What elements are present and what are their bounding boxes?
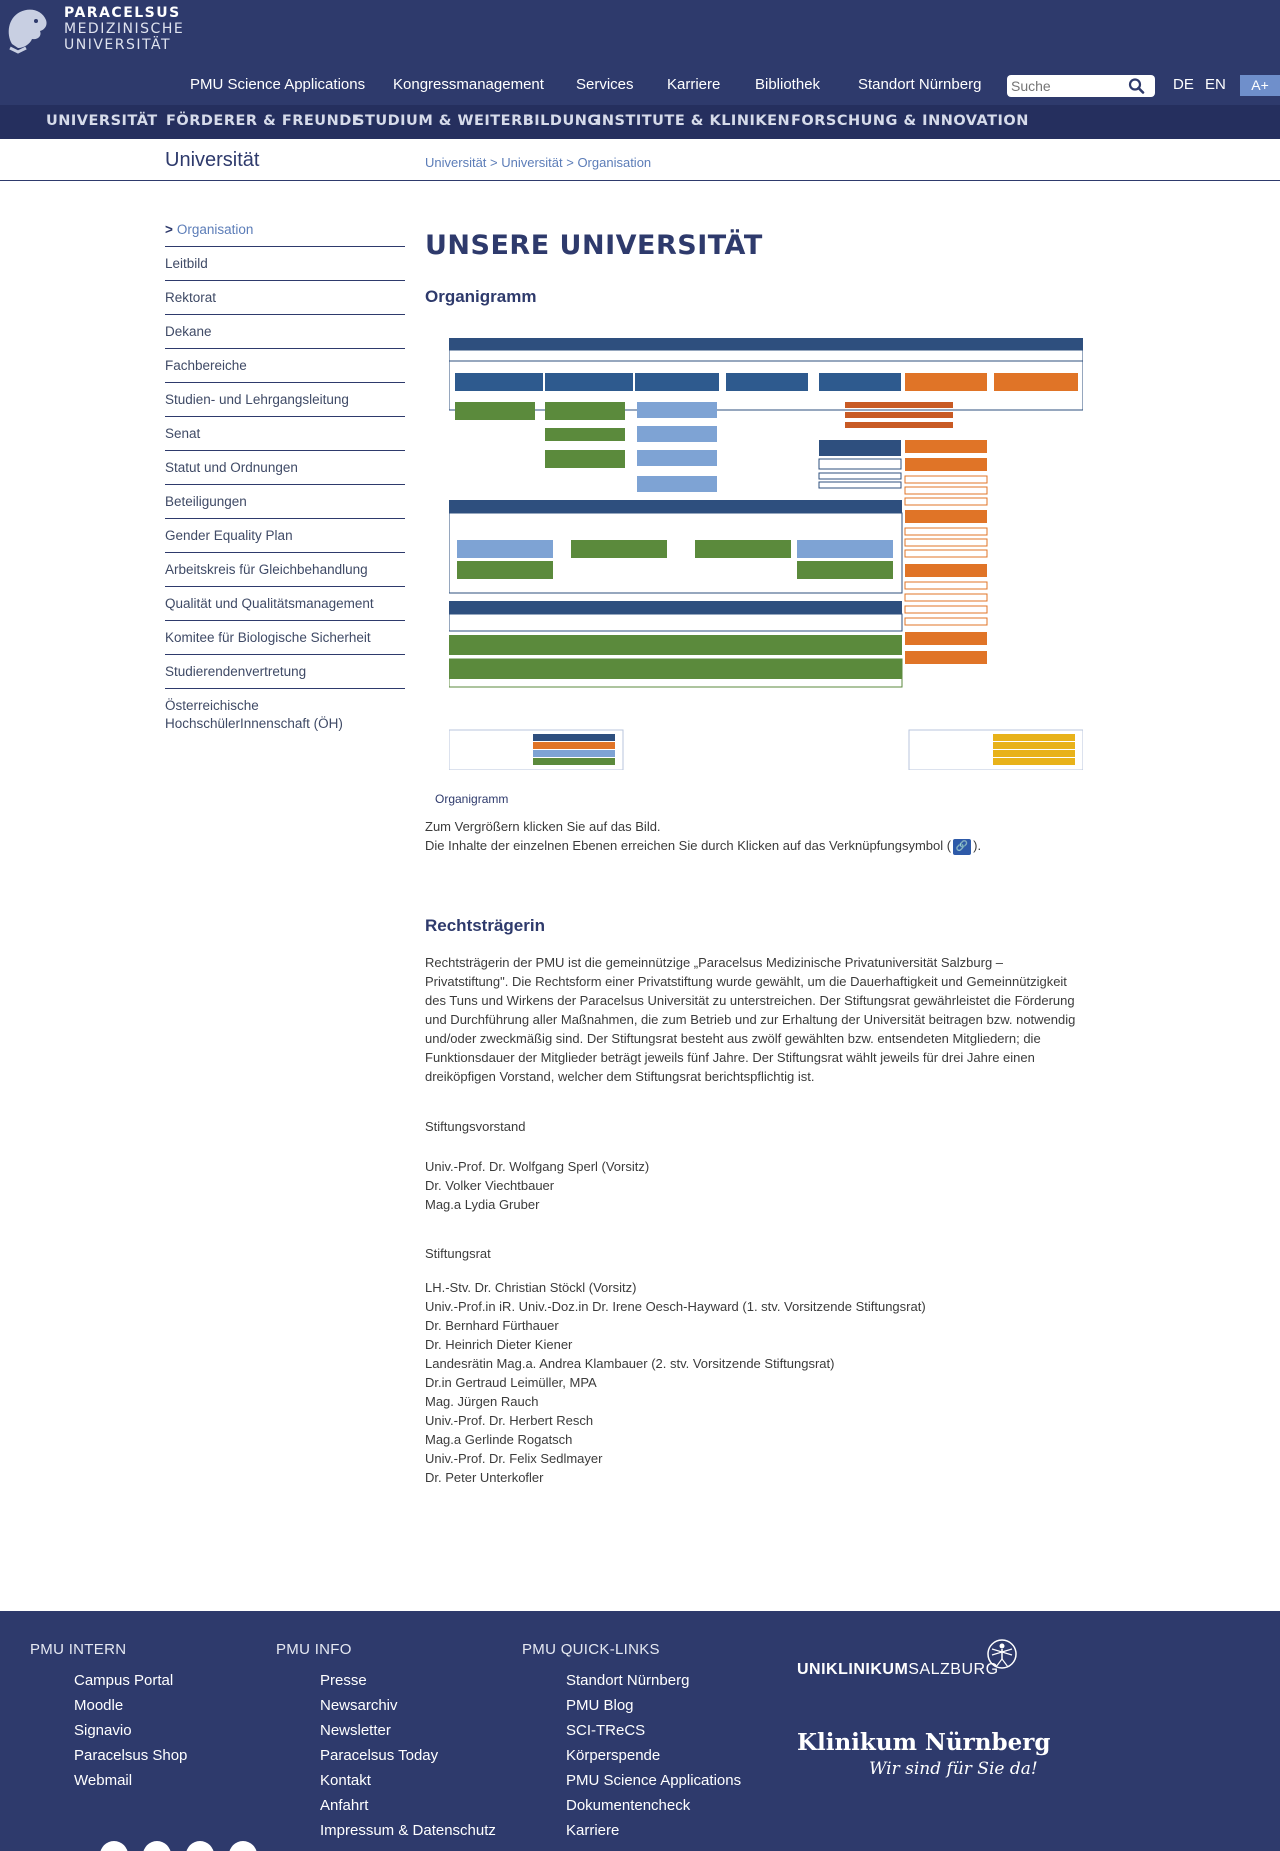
top-link-bibliothek[interactable]: Bibliothek xyxy=(755,76,821,93)
klinikum-nuernberg-name: Klinikum Nürnberg xyxy=(797,1729,1051,1756)
click-hint-line-2: Die Inhalte der einzelnen Ebenen erreichen Sie durch Klicken auf das Verknüpfungsymbol ( 🔗 ). xyxy=(425,838,982,853)
main-nav-universitaet[interactable]: UNIVERSITÄT xyxy=(46,113,158,129)
footer-link-presse[interactable]: Presse xyxy=(320,1672,367,1689)
list-item: Mag.a Lydia Gruber xyxy=(425,1197,540,1212)
page-title: UNSERE UNIVERSITÄT xyxy=(425,230,763,261)
list-item: Mag. Jürgen Rauch xyxy=(425,1394,539,1409)
breadcrumb[interactable]: Universität > Universität > Organisation xyxy=(425,155,652,170)
footer-heading: PMU QUICK-LINKS xyxy=(522,1641,660,1658)
uniklinikum-salzburg-logo[interactable] xyxy=(797,1637,1022,1687)
footer-link-signavio[interactable]: Signavio xyxy=(74,1722,132,1739)
footer-link-campus-portal[interactable]: Campus Portal xyxy=(74,1672,174,1689)
sidebar-item-qualitaet[interactable]: Qualität und Qualitätsmanagement xyxy=(165,587,405,621)
footer-link-webmail[interactable]: Webmail xyxy=(74,1772,133,1789)
footer-link-anfahrt[interactable]: Anfahrt xyxy=(320,1797,369,1814)
rechtstraegerin-text: Rechtsträgerin der PMU ist die gemeinnützige „Paracelsus Medizinische Privatuniversität Salzburg – Privatstiftung". Die Rechtsform einer Privatstiftung wurde gewählt, um die Dauerhaftigkeit und Gemeinnützigkeit des Tuns und Wirkens der Paracelsus Universität zu unterstreichen. Der Stiftungsrat gewährleistet die Förderung und Durchführung aller Maßnahmen, die zum Betrieb und zur Erhaltung der Universität beitragen bzw. notwendig und/oder zweckmäßig sind. Der Stiftungsrat besteht aus zwölf gewählten bzw. entsendeten Mitgliedern; die Funktionsdauer der Mitglieder beträgt jeweils fünf Jahre. Der Stiftungsrat wählt jeweils für drei Jahre einen dreiköpfigen Vorstand, welcher dem Stiftungsrat berichtspflichtig ist. xyxy=(425,955,1076,1084)
sidebar-nav xyxy=(165,213,405,740)
top-link-karriere[interactable]: Karriere xyxy=(667,76,721,93)
sidebar-item-arbeitskreis[interactable]: Arbeitskreis für Gleichbehandlung xyxy=(165,553,405,587)
stiftungsvorstand-label: Stiftungsvorstand xyxy=(425,1119,526,1134)
organigram-caption: Organigramm xyxy=(435,792,509,806)
main-navigation xyxy=(0,105,1280,139)
uniklinikum-wordmark: UNIKLINIKUMSALZBURG xyxy=(797,1661,999,1678)
linkedin-icon[interactable] xyxy=(229,1841,257,1851)
facebook-icon[interactable] xyxy=(100,1841,128,1851)
logo-line-1: PARACELSUS xyxy=(64,5,181,21)
footer-heading: PMU INFO xyxy=(276,1641,352,1658)
section-title: Universität xyxy=(165,149,260,171)
top-link-standort-nuernberg[interactable]: Standort Nürnberg xyxy=(858,76,982,93)
logo-wordmark xyxy=(64,5,184,53)
language-de-link[interactable]: DE xyxy=(1173,76,1194,93)
footer-link-moodle[interactable]: Moodle xyxy=(74,1697,124,1714)
footer-col-quicklinks xyxy=(522,1641,741,1843)
footer-col-info xyxy=(276,1641,496,1843)
footer-link-newsarchiv[interactable]: Newsarchiv xyxy=(320,1697,398,1714)
sidebar-item-rektorat[interactable]: Rektorat xyxy=(165,281,405,315)
organigram-heading: Organigramm xyxy=(425,287,537,306)
sidebar-item-studierendenvertretung[interactable]: Studierendenvertretung xyxy=(165,655,405,689)
twitter-icon[interactable] xyxy=(143,1841,171,1851)
footer-link-dokumentencheck[interactable]: Dokumentencheck xyxy=(566,1797,691,1814)
search-input[interactable] xyxy=(1011,77,1129,95)
sidebar-item-leitbild[interactable]: Leitbild xyxy=(165,247,405,281)
list-item: Dr. Peter Unterkofler xyxy=(425,1470,544,1485)
list-item: LH.-Stv. Dr. Christian Stöckl (Vorsitz) xyxy=(425,1280,637,1295)
list-item: Dr. Heinrich Dieter Kiener xyxy=(425,1337,573,1352)
list-item: Dr. Bernhard Fürthauer xyxy=(425,1318,559,1333)
footer-link-newsletter[interactable]: Newsletter xyxy=(320,1722,391,1739)
top-link-services[interactable]: Services xyxy=(576,76,634,93)
footer-link-science-applications[interactable]: PMU Science Applications xyxy=(566,1772,742,1789)
link-icon: 🔗 xyxy=(953,839,971,855)
list-item: Univ.-Prof. Dr. Wolfgang Sperl (Vorsitz) xyxy=(425,1159,650,1174)
sidebar-item-fachbereiche[interactable]: Fachbereiche xyxy=(165,349,405,383)
sidebar-item-oeh[interactable]: Österreichische HochschülerInnenschaft (ÖH) xyxy=(165,698,343,731)
site-footer xyxy=(0,1611,1280,1851)
paracelsus-head-icon xyxy=(2,4,50,54)
organigram-image[interactable] xyxy=(449,338,1083,770)
footer-col-intern xyxy=(30,1641,187,1793)
stiftungsrat-label: Stiftungsrat xyxy=(425,1246,491,1261)
top-link-kongressmanagement[interactable]: Kongressmanagement xyxy=(393,76,544,93)
footer-link-impressum[interactable]: Impressum & Datenschutz xyxy=(320,1822,496,1839)
footer-link-sci-trecs[interactable]: SCI-TReCS xyxy=(566,1722,646,1739)
list-item: Mag.a Gerlinde Rogatsch xyxy=(425,1432,573,1447)
footer-link-shop[interactable]: Paracelsus Shop xyxy=(74,1747,188,1764)
instagram-icon[interactable] xyxy=(186,1841,214,1851)
click-hint-line-1: Zum Vergrößern klicken Sie auf das Bild. xyxy=(425,819,661,834)
klinikum-nuernberg-slogan: Wir sind für Sie da! xyxy=(869,1759,1038,1779)
footer-link-koerperspende[interactable]: Körperspende xyxy=(566,1747,661,1764)
main-content xyxy=(425,230,1090,1485)
top-link-science-applications[interactable]: PMU Science Applications xyxy=(190,76,366,93)
main-nav-foerderer[interactable]: FÖRDERER & FREUNDE xyxy=(166,113,363,129)
footer-link-standort-nuernberg[interactable]: Standort Nürnberg xyxy=(566,1672,690,1689)
logo-line-2: MEDIZINISCHE xyxy=(64,21,185,37)
sidebar-item-dekane[interactable]: Dekane xyxy=(165,315,405,349)
site-header xyxy=(0,0,1280,105)
footer-link-kontakt[interactable]: Kontakt xyxy=(320,1772,371,1789)
rechtstraegerin-heading: Rechtsträgerin xyxy=(425,916,545,935)
search-box xyxy=(1007,75,1155,97)
language-en-link[interactable]: EN xyxy=(1205,76,1226,93)
sidebar-item-organisation[interactable] xyxy=(165,213,405,247)
sidebar-item-gender-equality[interactable]: Gender Equality Plan xyxy=(165,519,405,553)
klinikum-nuernberg-logo[interactable] xyxy=(797,1729,1051,1789)
font-size-button[interactable]: A+ xyxy=(1240,75,1280,96)
main-nav-studium[interactable]: STUDIUM & WEITERBILDUNG xyxy=(354,113,600,129)
logo-line-3: UNIVERSITÄT xyxy=(64,37,172,53)
sidebar-item-biosicherheit[interactable]: Komitee für Biologische Sicherheit xyxy=(165,621,405,655)
footer-link-paracelsus-today[interactable]: Paracelsus Today xyxy=(320,1747,439,1764)
sidebar-item-label: Organisation xyxy=(176,222,254,237)
list-item: Dr.in Gertraud Leimüller, MPA xyxy=(425,1375,597,1390)
list-item: Landesrätin Mag.a. Andrea Klambauer (2. stv. Vorsitzende Stiftungsrat) xyxy=(425,1356,835,1371)
list-item: Univ.-Prof. Dr. Herbert Resch xyxy=(425,1413,594,1428)
main-nav-institute[interactable]: INSTITUTE & KLINIKEN xyxy=(596,113,791,129)
main-nav-forschung[interactable]: FORSCHUNG & INNOVATION xyxy=(791,113,1029,129)
footer-heading: PMU INTERN xyxy=(30,1641,127,1658)
stiftungsvorstand-list xyxy=(425,1157,649,1214)
sidebar-item-statut[interactable]: Statut und Ordnungen xyxy=(165,451,405,485)
search-icon[interactable] xyxy=(1127,77,1147,95)
stiftungsrat-list xyxy=(425,1278,926,1487)
sidebar-item-studienleitung[interactable]: Studien- und Lehrgangsleitung xyxy=(165,383,405,417)
sidebar-item-beteiligungen[interactable]: Beteiligungen xyxy=(165,485,405,519)
chevron-right-icon: > xyxy=(165,222,173,237)
footer-link-blog[interactable]: PMU Blog xyxy=(566,1697,634,1714)
footer-link-karriere[interactable]: Karriere xyxy=(566,1822,620,1839)
pmu-logo[interactable] xyxy=(0,0,220,60)
section-bar xyxy=(0,139,1280,181)
click-hint xyxy=(425,817,981,855)
list-item: Univ.-Prof. Dr. Felix Sedlmayer xyxy=(425,1451,603,1466)
sidebar-item-senat[interactable]: Senat xyxy=(165,417,405,451)
list-item: Dr. Volker Viechtbauer xyxy=(425,1178,555,1193)
list-item: Univ.-Prof.in iR. Univ.-Doz.in Dr. Irene Oesch-Hayward (1. stv. Vorsitzende Stiftungsrat) xyxy=(425,1299,926,1314)
